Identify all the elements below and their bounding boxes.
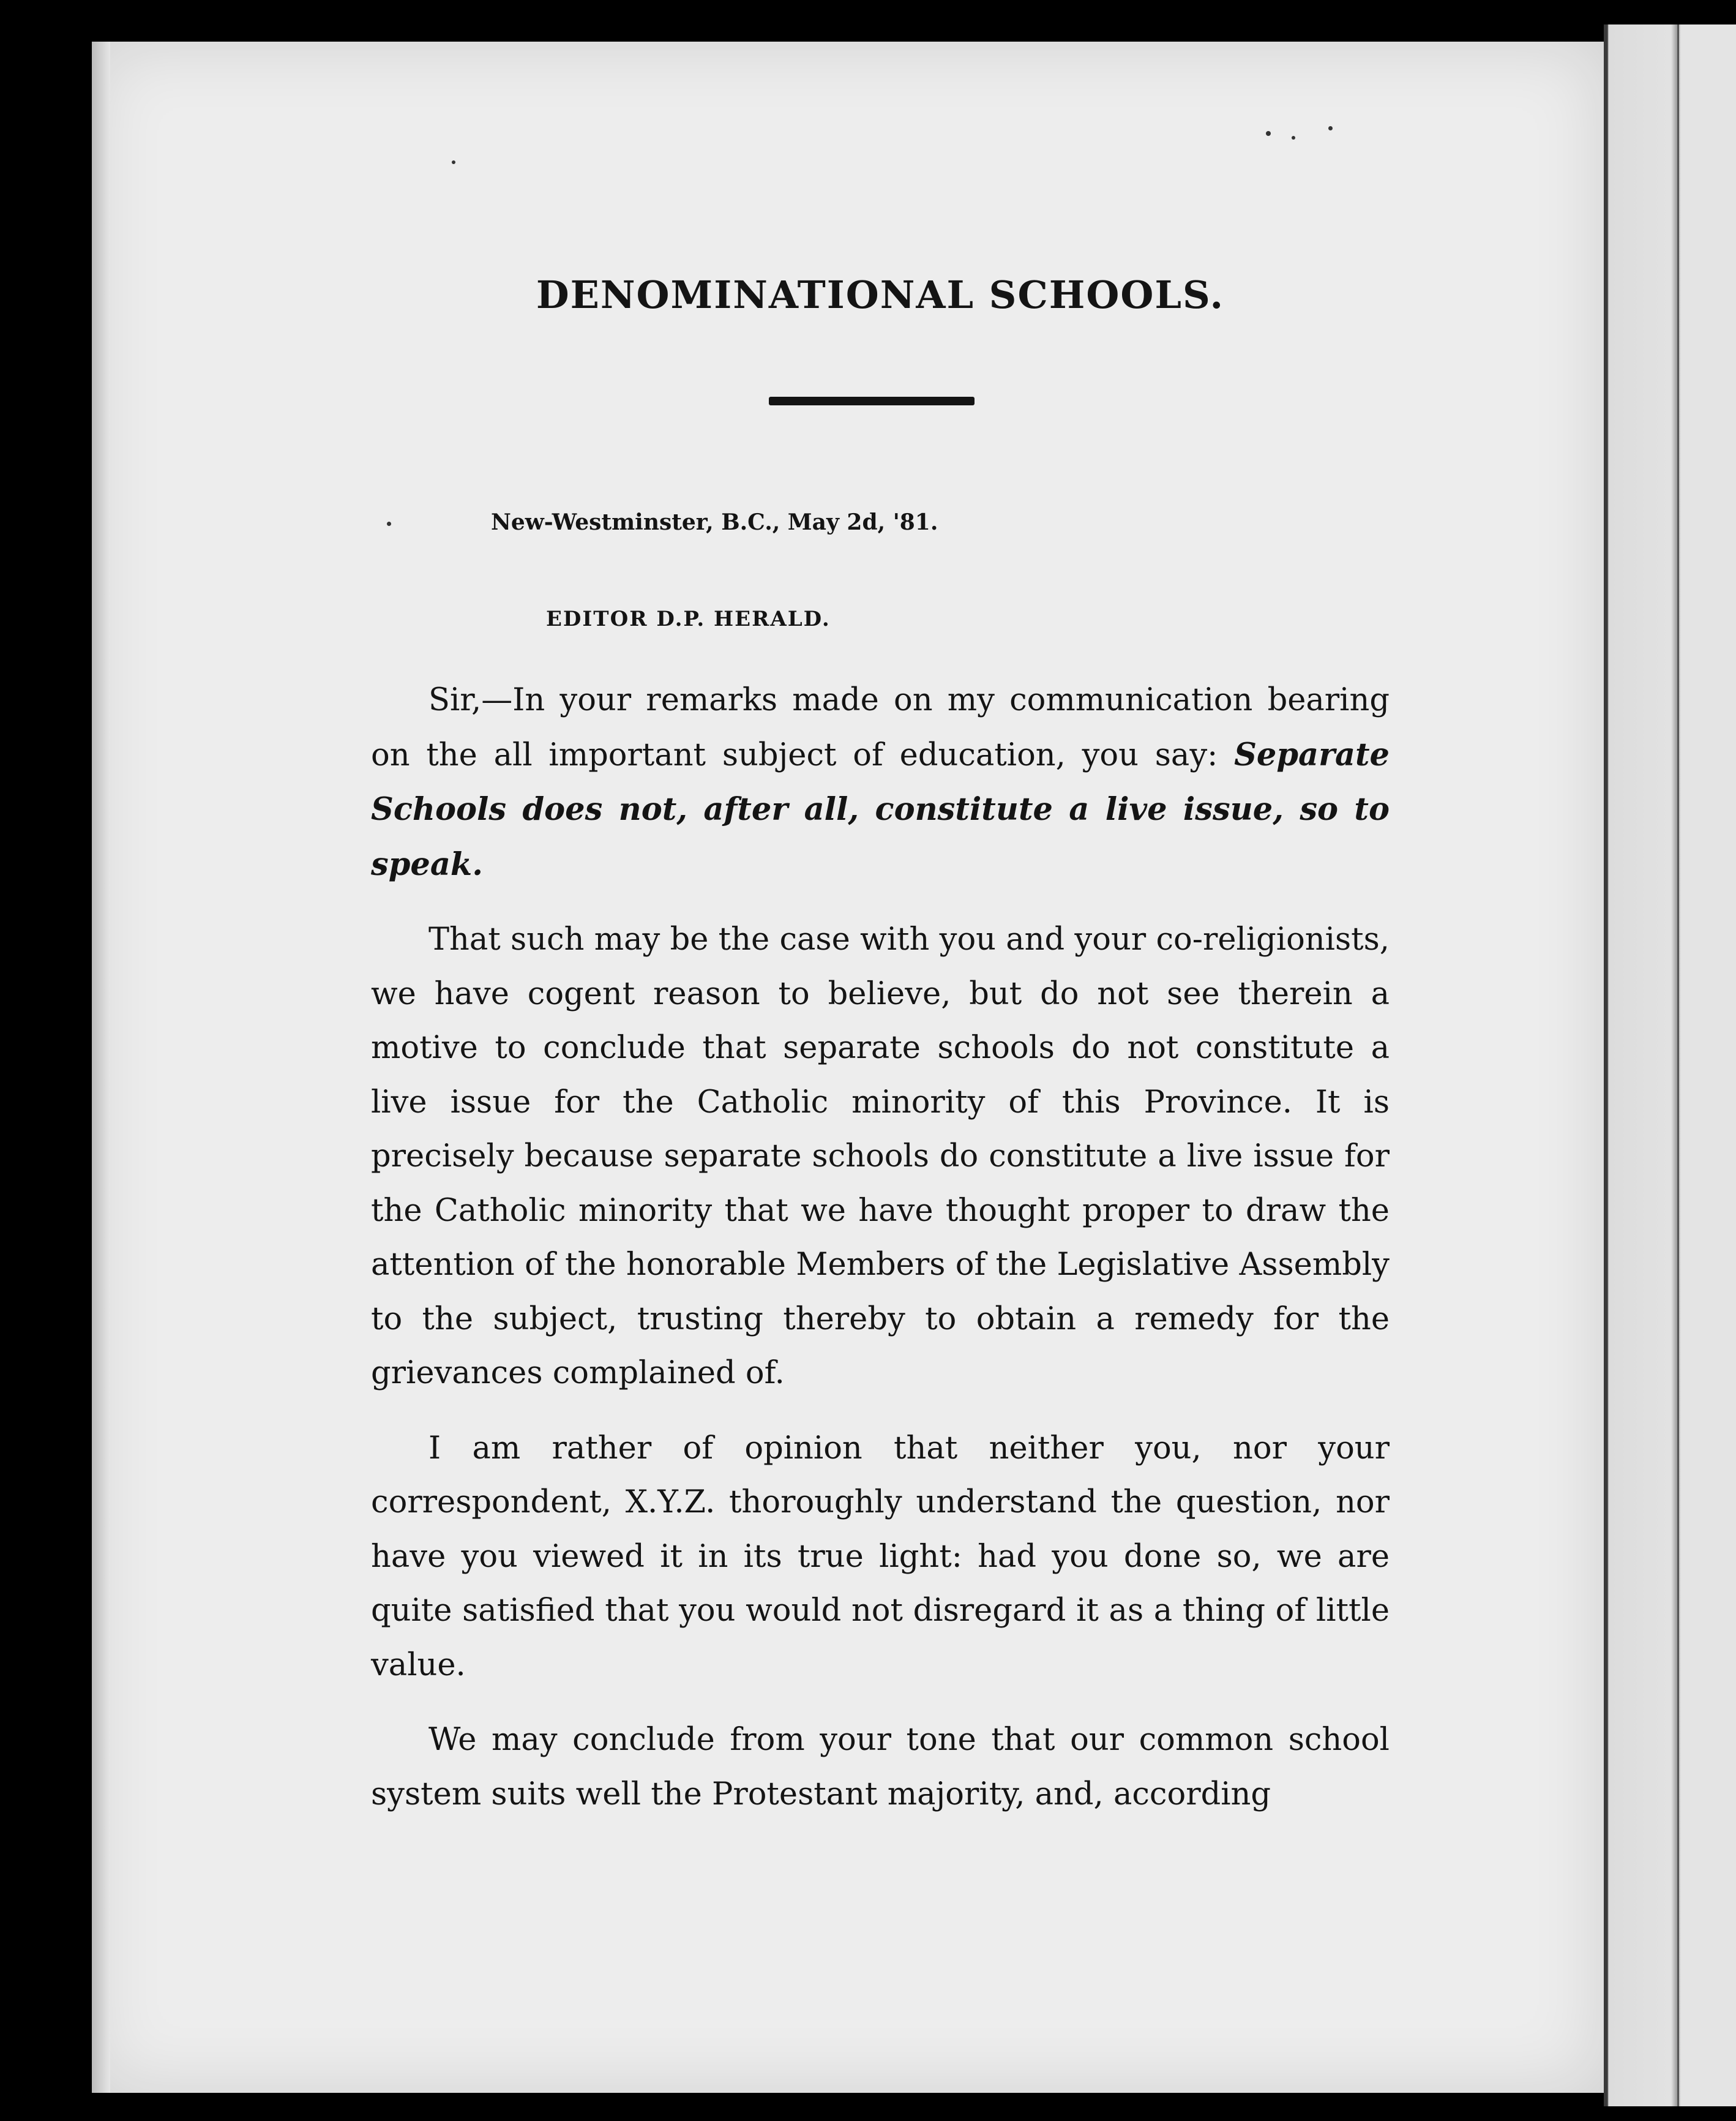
ink-speck xyxy=(452,160,455,164)
ink-speck xyxy=(387,522,391,526)
article-body xyxy=(371,674,1390,1842)
ink-speck xyxy=(1292,136,1295,140)
paragraph: We may conclude from your tone that our common school system suits well the Protestant majority, and, according xyxy=(371,1722,1390,1812)
title-rule xyxy=(769,397,975,405)
paragraph-text: Sir,—In your remarks made on my communication bearing on the all important subject of education, you say: xyxy=(371,682,1390,773)
article-title: DENOMINATIONAL SCHOOLS. xyxy=(536,272,1225,317)
addressee: EDITOR D.P. HERALD. xyxy=(546,607,831,631)
gutter-line xyxy=(1677,24,1679,2106)
article xyxy=(371,269,1390,1812)
dateline: New-Westminster, B.C., May 2d, '81. xyxy=(491,509,938,535)
ink-speck xyxy=(1328,126,1333,130)
paragraph: That such may be the case with you and your co-religionists, we have cogent reason to believe, but do not see therein a motive to conclude that separate schools do not constitute a live issue for the Catholic minority of this Province. It is precisely because separate schools do constitute a live issue for the Catholic minority that we have thought proper to draw the attention of the honorable Members of the Legislative Assembly to the subject, trusting thereby to obtain a remedy for the grievances complained of. xyxy=(371,922,1390,1391)
page-edge xyxy=(92,42,110,2093)
book-gutter xyxy=(1604,24,1736,2106)
quoted-remark: Separate Schools does not, after all, constitute a live issue, so to speak. xyxy=(371,736,1390,883)
paragraph: I am rather of opinion that neither you, nor your correspondent, X.Y.Z. thoroughly understand the question, nor have you viewed it in its true light: had you done so, we are quite satisfied that you would not disregard it as a thing of little value. xyxy=(371,1430,1390,1683)
paragraph xyxy=(371,674,1390,892)
ink-speck xyxy=(1266,131,1271,136)
